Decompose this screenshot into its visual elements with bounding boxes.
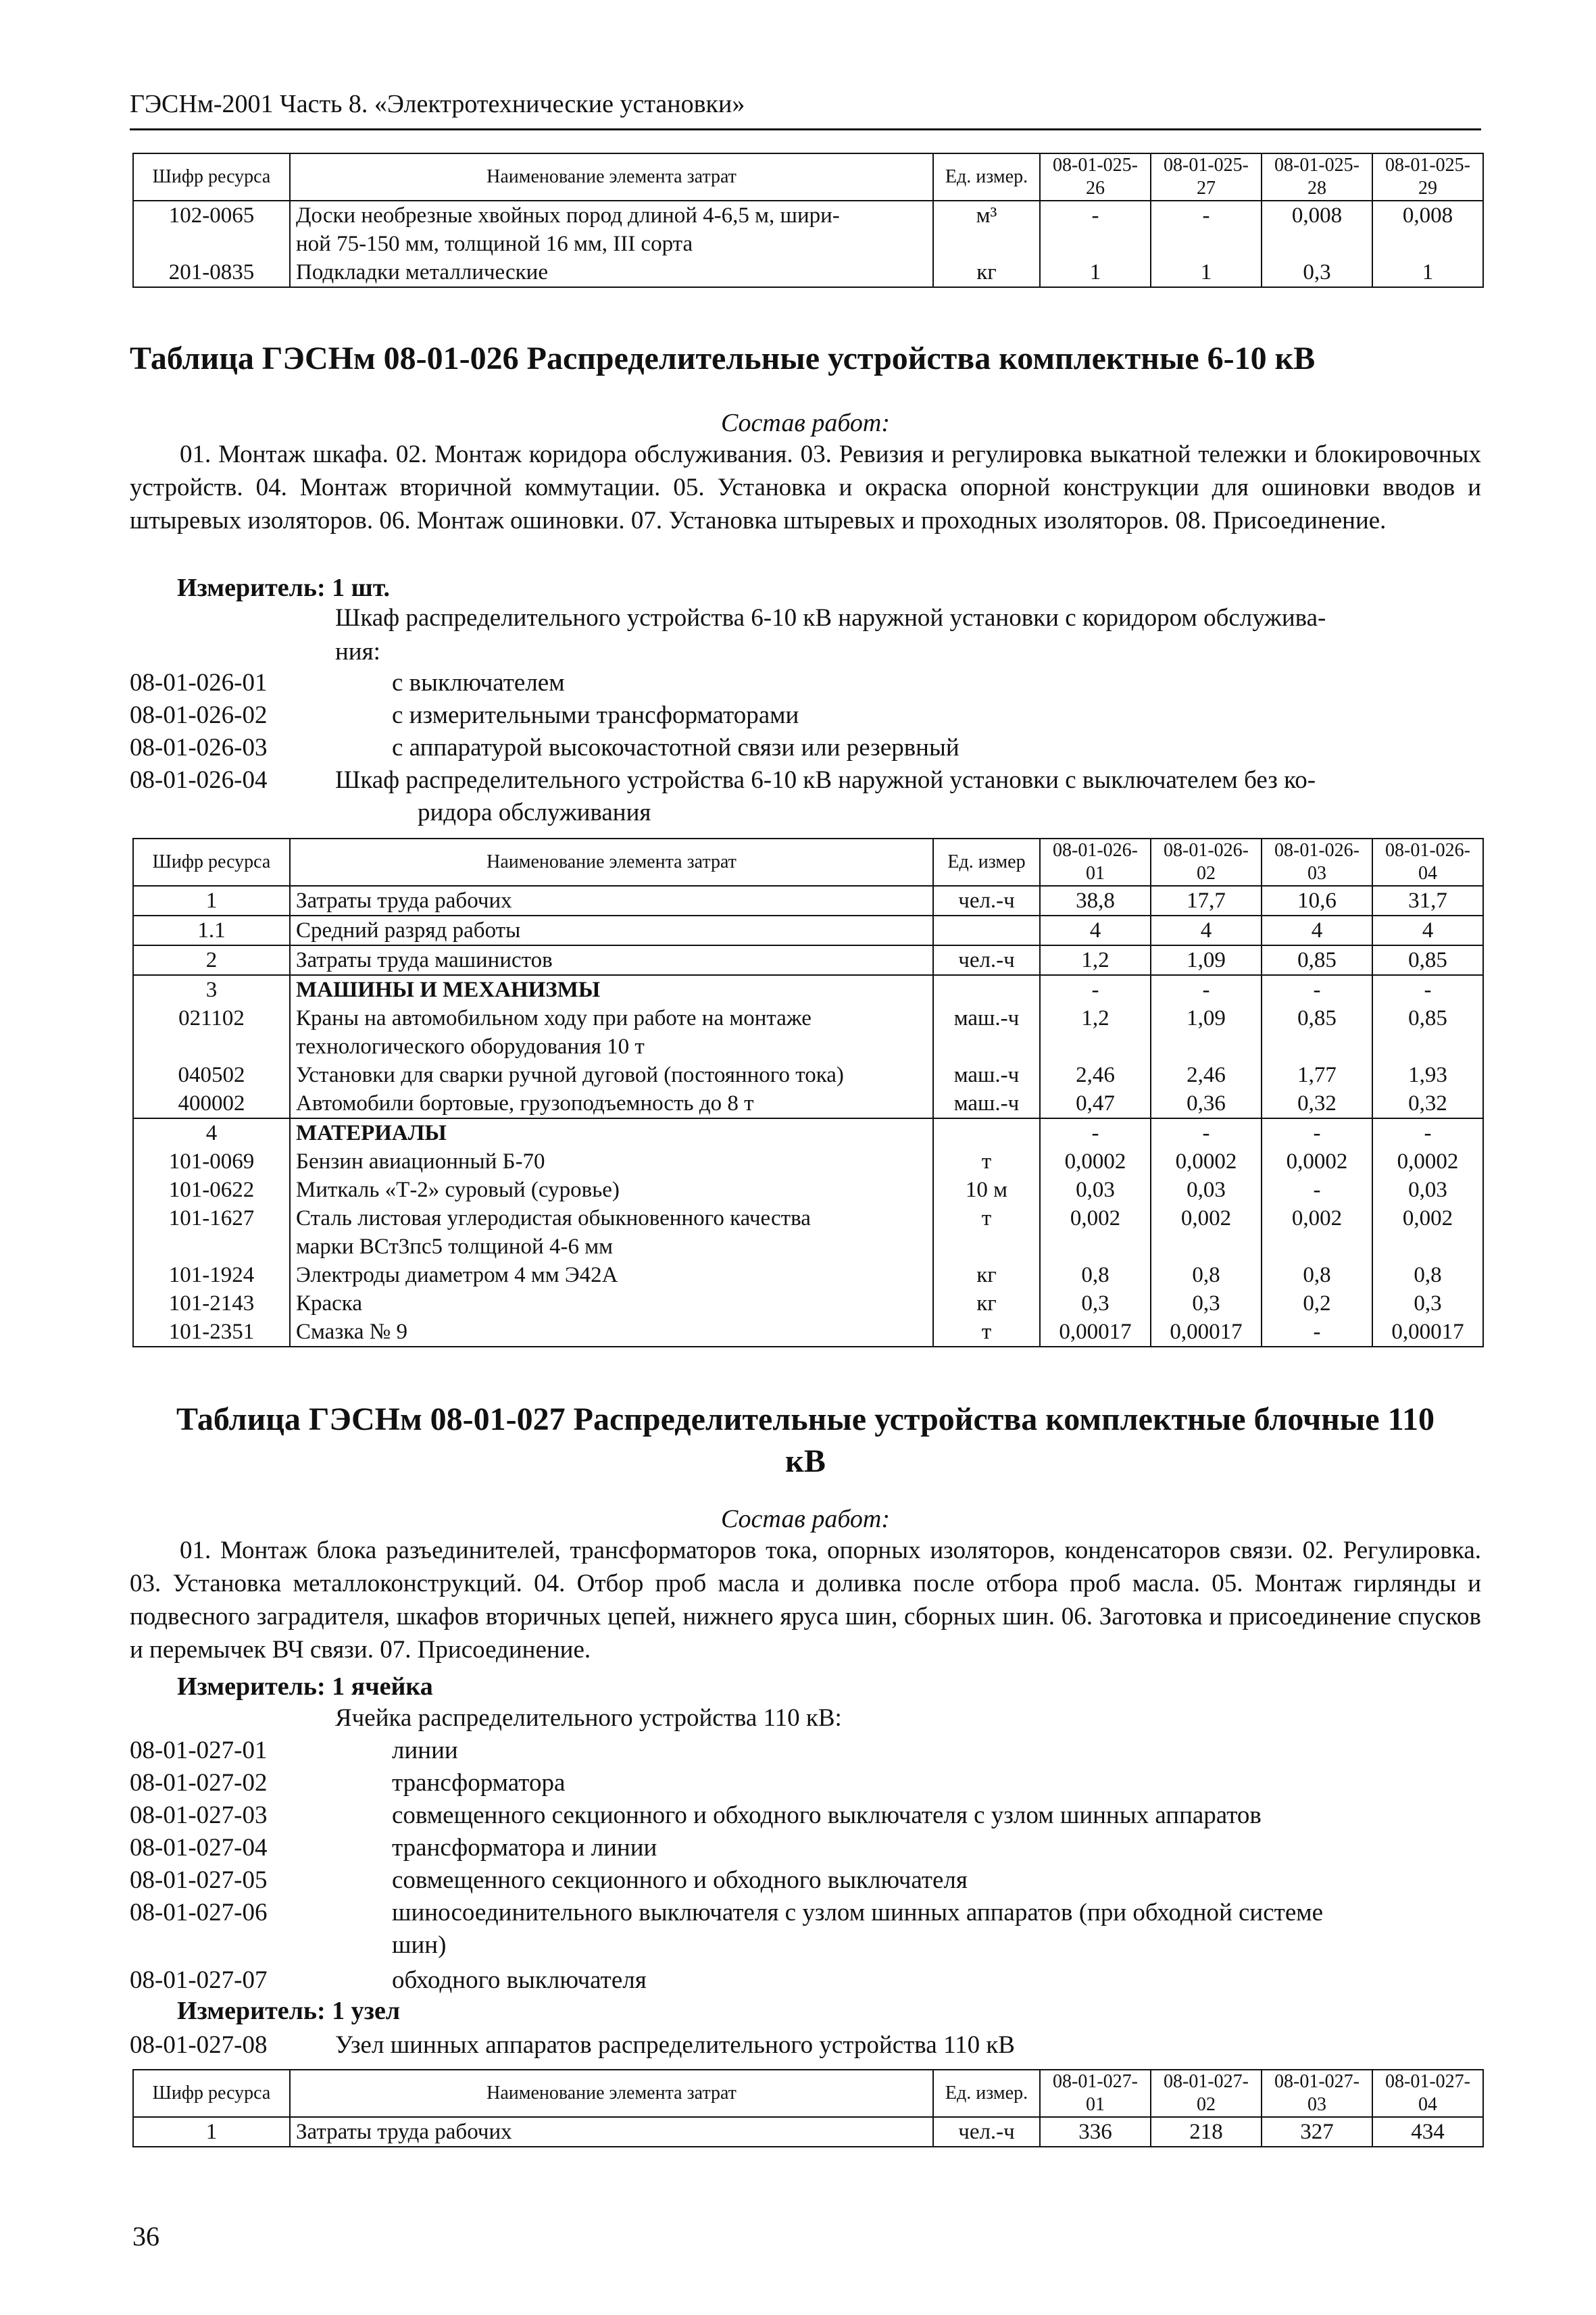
col-header-norm: 08-01-026-02 <box>1151 839 1262 886</box>
col-header-norm: 08-01-027-04 <box>1372 2070 1483 2117</box>
norm-value: 0,3 <box>1040 1289 1151 1318</box>
cost-element-name <box>290 201 933 258</box>
resource-code: 101-0622 <box>133 1176 290 1204</box>
name-line: технологического оборудования 10 т <box>296 1035 645 1059</box>
norm-value: - <box>1040 201 1151 258</box>
norm-value: 0,002 <box>1040 1204 1151 1261</box>
resource-code: 101-2143 <box>133 1289 290 1318</box>
norm-code: 08-01-027-06 <box>130 1899 268 1926</box>
norm-value: - <box>1262 975 1372 1004</box>
col-header-norm: 08-01-027-02 <box>1151 2070 1262 2117</box>
norm-value: 0,002 <box>1262 1204 1372 1261</box>
norm-value: 0,03 <box>1040 1176 1151 1204</box>
norm-description: шиносоединительного выключателя с узлом шинных аппаратов (при обходной системе <box>392 1899 1324 1926</box>
norm-value: 434 <box>1372 2117 1483 2147</box>
col-header-name: Наименование элемента затрат <box>290 839 933 886</box>
unit: маш.-ч <box>933 1089 1040 1118</box>
norm-value: 0,03 <box>1151 1176 1262 1204</box>
norm-value: - <box>1262 1318 1372 1347</box>
unit: кг <box>933 1289 1040 1318</box>
norm-value: - <box>1040 1118 1151 1147</box>
cost-element-name: Средний разряд работы <box>290 916 933 945</box>
norm-description: Шкаф распределительного устройства 6-10 кВ наружной установки с выключателем без ко- <box>335 766 1316 794</box>
norm-value: 0,008 <box>1372 201 1483 258</box>
cost-element-name: Установки для сварки ручной дуговой (постоянного тока) <box>290 1061 933 1089</box>
table-title <box>130 1399 1481 1483</box>
composition-text: 01. Монтаж блока разъединителей, трансформаторов тока, опорных изоляторов, конденсаторов связи. 02. Регулировка. 03. Установка металлоконструкций. 04. Отбор проб масла и доливка после отбора проб масла. 05. Монтаж гирлянды и подвесного заградителя, шкафов вторичных цепей, нижнего яруса шин, сборных шин. 06. Заготовка и присоединение спусков и перемычек ВЧ связи. 07. Присоединение. <box>130 1537 1481 1664</box>
norm-value: 327 <box>1262 2117 1372 2147</box>
norm-value: 0,8 <box>1151 1261 1262 1289</box>
norm-code: 08-01-027-05 <box>130 1866 268 1894</box>
cost-element-name: Электроды диаметром 4 мм Э42А <box>290 1261 933 1289</box>
unit: кг <box>933 1261 1040 1289</box>
norm-value: 1,09 <box>1151 1004 1262 1061</box>
norm-value: 0,00017 <box>1040 1318 1151 1347</box>
unit: 10 м <box>933 1176 1040 1204</box>
table-027 <box>132 2069 1484 2147</box>
norm-code: 08-01-026-03 <box>130 734 268 762</box>
resource-code: 400002 <box>133 1089 290 1118</box>
unit <box>933 1118 1040 1147</box>
norm-value: 0,0002 <box>1151 1147 1262 1176</box>
composition-label: Состав работ: <box>720 409 891 437</box>
norm-code: 08-01-026-01 <box>130 669 268 697</box>
norm-value: 0,85 <box>1372 1004 1483 1061</box>
norm-value: 1,2 <box>1040 945 1151 975</box>
norm-value: 0,2 <box>1262 1289 1372 1318</box>
norm-description: трансформатора и линии <box>392 1834 657 1862</box>
norm-value: 0,0002 <box>1262 1147 1372 1176</box>
page-number: 36 <box>132 2221 159 2251</box>
norm-value: 4 <box>1262 916 1372 945</box>
norm-value: 0,8 <box>1040 1261 1151 1289</box>
table-row <box>133 1061 1483 1089</box>
norm-value: 1 <box>1372 258 1483 287</box>
norm-value: 4 <box>1040 916 1151 945</box>
unit: т <box>933 1147 1040 1176</box>
col-header-norm: 08-01-025-26 <box>1040 153 1151 201</box>
cost-element-name: Бензин авиационный Б-70 <box>290 1147 933 1176</box>
norm-value: 0,3 <box>1262 258 1372 287</box>
table-026 <box>132 838 1484 1347</box>
norm-value: 0,36 <box>1151 1089 1262 1118</box>
norm-value: 0,008 <box>1262 201 1372 258</box>
norm-value: 0,3 <box>1151 1289 1262 1318</box>
unit: чел.-ч <box>933 945 1040 975</box>
unit: маш.-ч <box>933 1004 1040 1061</box>
table-row <box>133 916 1483 945</box>
table-row <box>133 1289 1483 1318</box>
table-row <box>133 201 1483 258</box>
composition-text: 01. Монтаж шкафа. 02. Монтаж коридора обслуживания. 03. Ревизия и регулировка выкатной тележки и блокировочных устройств. 04. Монтаж вторичной коммутации. 05. Установка и окраска опорной конструкции для ошиновки вводов и штыревых изоляторов. 06. Монтаж ошиновки. 07. Установка штыревых и проходных изоляторов. 08. Присоединение. <box>130 441 1481 534</box>
norm-description: с измерительными трансформаторами <box>392 701 799 729</box>
table-row <box>133 1118 1483 1147</box>
col-header-norm: 08-01-027-03 <box>1262 2070 1372 2117</box>
norm-value: 31,7 <box>1372 886 1483 916</box>
norm-description: Узел шинных аппаратов распределительного устройства 110 кВ <box>335 2031 1015 2059</box>
norm-code: 08-01-027-03 <box>130 1801 268 1829</box>
name-line: ной 75-150 мм, толщиной 16 мм, III сорта <box>296 232 693 256</box>
table-title: Таблица ГЭСНм 08-01-026 Распределительные устройства комплектные 6-10 кВ <box>130 341 1316 376</box>
norm-value: 2,46 <box>1040 1061 1151 1089</box>
resource-code: 3 <box>133 975 290 1004</box>
norm-code: 08-01-027-07 <box>130 1966 268 1994</box>
header-rule <box>130 128 1481 130</box>
resource-code: 101-0069 <box>133 1147 290 1176</box>
table-row <box>133 1204 1483 1261</box>
unit: т <box>933 1204 1040 1261</box>
norm-value: 0,85 <box>1262 1004 1372 1061</box>
table-row <box>133 975 1483 1004</box>
cost-element-name: Краска <box>290 1289 933 1318</box>
norm-value: - <box>1372 975 1483 1004</box>
composition-label: Состав работ: <box>720 1505 891 1533</box>
norm-value: 0,47 <box>1040 1089 1151 1118</box>
table-row <box>133 886 1483 916</box>
norm-code: 08-01-026-02 <box>130 701 268 729</box>
list-intro: Шкаф распределительного устройства 6-10 кВ наружной установки с коридором обслужива- <box>335 604 1326 632</box>
name-line: Доски необрезные хвойных пород длиной 4-6,5 м, шири- <box>296 203 840 228</box>
norm-value: - <box>1151 975 1262 1004</box>
col-header-norm: 08-01-027-01 <box>1040 2070 1151 2117</box>
meter-label: Измеритель: 1 шт. <box>177 574 391 602</box>
norm-value: 17,7 <box>1151 886 1262 916</box>
norm-value: - <box>1040 975 1151 1004</box>
norm-value: 0,32 <box>1262 1089 1372 1118</box>
table-025-continuation <box>132 153 1484 288</box>
col-header-name: Наименование элемента затрат <box>290 153 933 201</box>
resource-code: 021102 <box>133 1004 290 1061</box>
col-header-unit: Ед. измер. <box>933 153 1040 201</box>
resource-code: 1.1 <box>133 916 290 945</box>
cost-element-name: Затраты труда машинистов <box>290 945 933 975</box>
unit: м³ <box>933 201 1040 258</box>
norm-value: 38,8 <box>1040 886 1151 916</box>
table-row <box>133 1261 1483 1289</box>
norm-code: 08-01-026-04 <box>130 766 268 794</box>
norm-value: 336 <box>1040 2117 1151 2147</box>
norm-value: 1 <box>1040 258 1151 287</box>
norm-value: - <box>1262 1118 1372 1147</box>
norm-code: 08-01-027-01 <box>130 1737 268 1764</box>
name-line: Сталь листовая углеродистая обыкновенного качества <box>296 1206 811 1230</box>
cost-element-name: Миткаль «Т-2» суровый (суровье) <box>290 1176 933 1204</box>
norm-value: - <box>1151 201 1262 258</box>
unit: чел.-ч <box>933 886 1040 916</box>
norm-value: 0,00017 <box>1372 1318 1483 1347</box>
list-intro: Ячейка распределительного устройства 110 кВ: <box>335 1704 842 1732</box>
norm-description: совмещенного секционного и обходного выключателя с узлом шинных аппаратов <box>392 1801 1262 1829</box>
col-header-norm: 08-01-026-04 <box>1372 839 1483 886</box>
cost-element-name: Смазка № 9 <box>290 1318 933 1347</box>
norm-code: 08-01-027-08 <box>130 2031 268 2059</box>
resource-code: 1 <box>133 886 290 916</box>
cost-element-name <box>290 1004 933 1061</box>
norm-value: 0,002 <box>1372 1204 1483 1261</box>
table-row <box>133 258 1483 287</box>
unit <box>933 916 1040 945</box>
list-intro-cont: ния: <box>335 638 380 666</box>
norm-value: 0,00017 <box>1151 1318 1262 1347</box>
cost-element-name: Затраты труда рабочих <box>290 2117 933 2147</box>
col-header-unit: Ед. измер <box>933 839 1040 886</box>
unit: маш.-ч <box>933 1061 1040 1089</box>
norm-value: 0,32 <box>1372 1089 1483 1118</box>
norm-code: 08-01-027-04 <box>130 1834 268 1862</box>
norm-value: 218 <box>1151 2117 1262 2147</box>
table-row <box>133 1147 1483 1176</box>
resource-code: 101-2351 <box>133 1318 290 1347</box>
norm-description: с аппаратурой высокочастотной связи или резервный <box>392 734 959 762</box>
resource-code: 2 <box>133 945 290 975</box>
norm-value: 4 <box>1372 916 1483 945</box>
norm-value: 1,09 <box>1151 945 1262 975</box>
table-header-row <box>133 2070 1483 2117</box>
resource-code: 040502 <box>133 1061 290 1089</box>
resource-code: 1 <box>133 2117 290 2147</box>
norm-value: - <box>1372 1118 1483 1147</box>
norm-value: 0,8 <box>1372 1261 1483 1289</box>
col-header-code: Шифр ресурса <box>133 2070 290 2117</box>
table-header-row <box>133 839 1483 886</box>
norm-description: трансформатора <box>392 1769 566 1797</box>
col-header-norm: 08-01-026-01 <box>1040 839 1151 886</box>
norm-value: 0,0002 <box>1372 1147 1483 1176</box>
norm-description: с выключателем <box>392 669 565 697</box>
col-header-norm: 08-01-025-29 <box>1372 153 1483 201</box>
col-header-code: Шифр ресурса <box>133 839 290 886</box>
norm-value: 0,85 <box>1372 945 1483 975</box>
norm-description: обходного выключателя <box>392 1966 647 1994</box>
col-header-norm: 08-01-025-27 <box>1151 153 1262 201</box>
table-row <box>133 2117 1483 2147</box>
norm-value: 1,77 <box>1262 1061 1372 1089</box>
title-line: Таблица ГЭСНм 08-01-027 Распределительные устройства комплектные блочные 110 <box>176 1401 1435 1437</box>
table-row <box>133 1318 1483 1347</box>
cost-element-name: Автомобили бортовые, грузоподъемность до 8 т <box>290 1089 933 1118</box>
meter-label: Измеритель: 1 узел <box>177 1997 401 2025</box>
norm-value: 0,002 <box>1151 1204 1262 1261</box>
norm-value: 0,85 <box>1262 945 1372 975</box>
norm-description: линии <box>392 1737 458 1764</box>
norm-value: - <box>1262 1176 1372 1204</box>
norm-value: 4 <box>1151 916 1262 945</box>
col-header-norm: 08-01-026-03 <box>1262 839 1372 886</box>
cost-element-name: Подкладки металлические <box>290 258 933 287</box>
norm-value: 2,46 <box>1151 1061 1262 1089</box>
unit <box>933 975 1040 1004</box>
norm-value: - <box>1151 1118 1262 1147</box>
name-line: марки ВСт3пс5 толщиной 4-6 мм <box>296 1235 613 1259</box>
norm-code: 08-01-027-02 <box>130 1769 268 1797</box>
norm-description: совмещенного секционного и обходного выключателя <box>392 1866 968 1894</box>
norm-value: 0,8 <box>1262 1261 1372 1289</box>
cost-element-name <box>290 1204 933 1261</box>
section-heading: МАТЕРИАЛЫ <box>290 1118 933 1147</box>
resource-code: 4 <box>133 1118 290 1147</box>
cost-element-name: Затраты труда рабочих <box>290 886 933 916</box>
table-row <box>133 945 1483 975</box>
norm-value: 0,3 <box>1372 1289 1483 1318</box>
running-header: ГЭСНм-2001 Часть 8. «Электротехнические установки» <box>130 90 745 118</box>
norm-value: 0,03 <box>1372 1176 1483 1204</box>
meter-label: Измеритель: 1 ячейка <box>177 1672 433 1701</box>
unit: кг <box>933 258 1040 287</box>
col-header-norm: 08-01-025-28 <box>1262 153 1372 201</box>
norm-value: 1,2 <box>1040 1004 1151 1061</box>
table-header-row <box>133 153 1483 201</box>
section-heading: МАШИНЫ И МЕХАНИЗМЫ <box>290 975 933 1004</box>
resource-code: 102-0065 <box>133 201 290 258</box>
table-row <box>133 1176 1483 1204</box>
resource-code: 101-1627 <box>133 1204 290 1261</box>
title-line: кВ <box>785 1443 826 1479</box>
norm-description-cont: ридора обслуживания <box>418 799 651 826</box>
norm-value: 0,0002 <box>1040 1147 1151 1176</box>
norm-description-cont: шин) <box>392 1931 447 1959</box>
norm-value: 10,6 <box>1262 886 1372 916</box>
resource-code: 201-0835 <box>133 258 290 287</box>
unit: т <box>933 1318 1040 1347</box>
table-row <box>133 1004 1483 1061</box>
table-row <box>133 1089 1483 1118</box>
col-header-unit: Ед. измер. <box>933 2070 1040 2117</box>
col-header-name: Наименование элемента затрат <box>290 2070 933 2117</box>
name-line: Краны на автомобильном ходу при работе на монтаже <box>296 1006 812 1030</box>
norm-value: 1 <box>1151 258 1262 287</box>
col-header-code: Шифр ресурса <box>133 153 290 201</box>
norm-value: 1,93 <box>1372 1061 1483 1089</box>
unit: чел.-ч <box>933 2117 1040 2147</box>
resource-code: 101-1924 <box>133 1261 290 1289</box>
